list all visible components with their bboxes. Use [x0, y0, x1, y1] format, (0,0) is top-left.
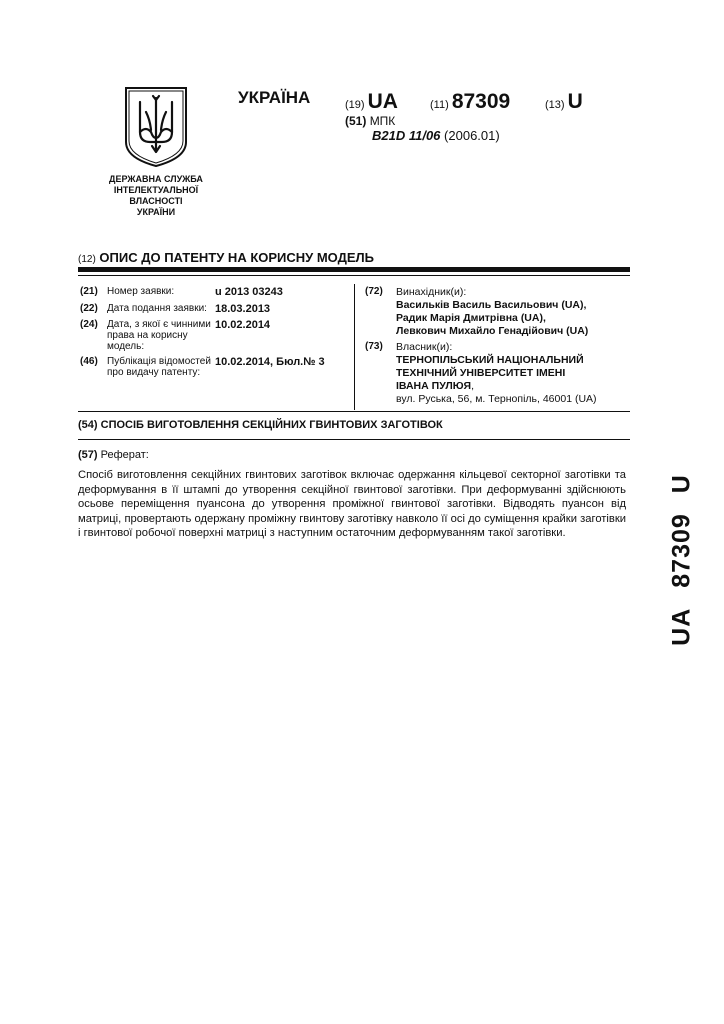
column-divider — [354, 284, 355, 410]
field-label-effective-date: Дата, з якої є чинними права на корисну модель: — [107, 319, 211, 352]
patent-number: (11) 87309 — [430, 90, 511, 113]
field-code-46: (46) — [80, 356, 98, 367]
publication-date: 10.02.2014, Бюл.№ 3 — [215, 356, 325, 368]
application-number: u 2013 03243 — [215, 286, 283, 298]
field-code-73: (73) — [365, 341, 383, 352]
field-code-21: (21) — [80, 286, 98, 297]
inventor-name: Радик Марія Дмитрівна (UA), — [396, 312, 546, 324]
ipc-classification: B21D 11/06 (2006.01) — [372, 128, 500, 143]
field-code-24: (24) — [80, 319, 98, 330]
title-divider-thin — [78, 275, 630, 276]
field-label-publication: Публікація відомостей про видачу патенту: — [107, 356, 211, 378]
country-title: УКРАЇНА — [238, 88, 311, 107]
owner-name: ТЕРНОПІЛЬСЬКИЙ НАЦІОНАЛЬНИЙ ТЕХНІЧНИЙ УНІВЕРСИТЕТ ІМЕНІ ІВАНА ПУЛЮЯ, — [396, 354, 584, 392]
inventor-name: Левкович Михайло Генадійович (UA) — [396, 325, 589, 337]
owner-label: Власник(и): — [396, 341, 453, 353]
field-code-22: (22) — [80, 303, 98, 314]
filing-date: 18.03.2013 — [215, 303, 271, 315]
kind-code: (13) U — [545, 90, 583, 113]
title-divider — [78, 267, 630, 272]
section-divider — [78, 411, 630, 412]
inventors-label: Винахідник(и): — [396, 286, 467, 298]
abstract-text: Спосіб виготовлення секційних гвинтових заготівок включає одержання кільцевої секторної заготівки та деформування в її штампі до утворення секційної гвинтової заготівки. При деформуванні здійснюють осьове переміщення пуансона до утворення проміжної гвинтової заготівки. Відводять пуансон від матриці, провертають одержану проміжну гвинтову заготівку навколо її осі до суміщення крайки заготівки і гвинтової робочої поверхні матриці з наступним остаточним деформуванням такої заготівки. — [78, 469, 626, 540]
effective-date: 10.02.2014 — [215, 319, 271, 331]
mpk-label: (51) МПК — [345, 114, 396, 128]
country-code: (19) UA — [345, 90, 398, 113]
side-patent-label: UA87309U — [667, 474, 696, 646]
patent-office-name: ДЕРЖАВНА СЛУЖБА ІНТЕЛЕКТУАЛЬНОЇ ВЛАСНОСТІ УКРАЇНИ — [109, 174, 203, 217]
field-code-72: (72) — [365, 286, 383, 297]
coat-of-arms-icon — [124, 86, 188, 168]
document-title: (12) ОПИС ДО ПАТЕНТУ НА КОРИСНУ МОДЕЛЬ — [78, 250, 375, 265]
section-divider — [78, 439, 630, 440]
field-label-filing-date: Дата подання заявки: — [107, 303, 207, 314]
abstract-heading: (57) Реферат: — [78, 449, 149, 461]
owner-address: вул. Руська, 56, м. Тернопіль, 46001 (UA) — [396, 393, 597, 405]
invention-title: (54) СПОСІБ ВИГОТОВЛЕННЯ СЕКЦІЙНИХ ГВИНТОВИХ ЗАГОТІВОК — [78, 419, 443, 431]
field-label-application-number: Номер заявки: — [107, 286, 175, 297]
inventor-name: Васильків Василь Васильович (UA), — [396, 299, 587, 311]
